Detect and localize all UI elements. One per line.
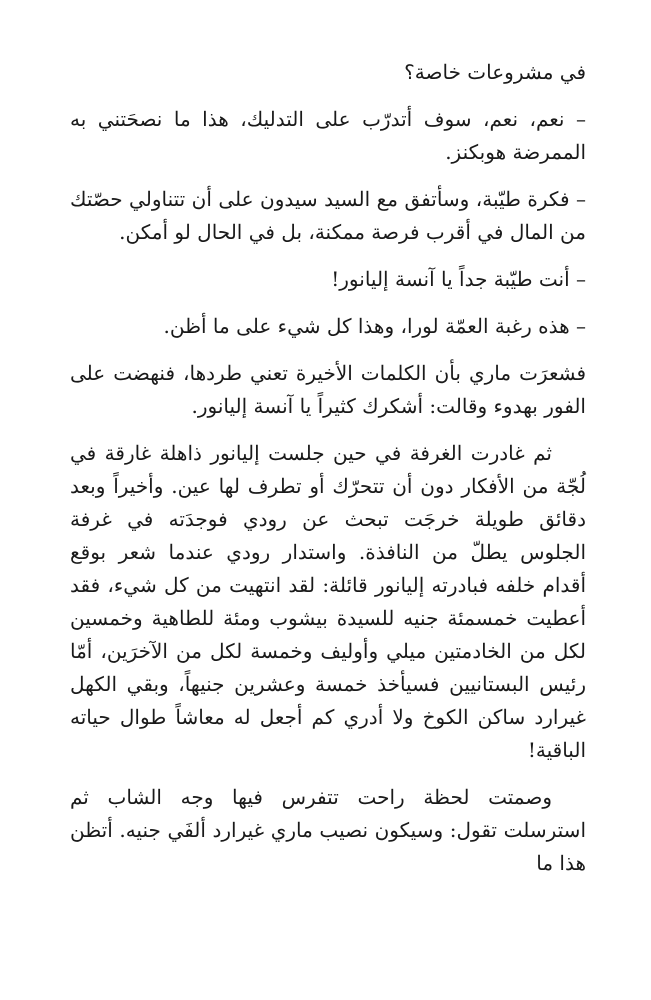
paragraph-6: فشعرَت ماري بأن الكلمات الأخيرة تعني طردها، فنهضت على الفور بهدوء وقالت: أشكرك كثيراً يا آنسة إليانور. (70, 361, 586, 418)
book-page (70, 56, 586, 894)
paragraph-8: وصمتت لحظة راحت تتفرس فيها وجه الشاب ثم استرسلت تقول: وسيكون نصيب ماري غيرارد ألفَي جنيه. أتظن هذا ما (70, 785, 586, 875)
paragraph-7: ثم غادرت الغرفة في حين جلست إليانور ذاهلة غارقة في لُجّة من الأفكار دون أن تتحرّك أو تطرف لها عين. وأخيراً وبعد دقائق طويلة خرجَت تبحث عن رودي فوجدَته في غرفة الجلوس يطلّ من النافذة. واستدار رودي عندما شعر بوقع أقدام خلفه فبادرته إليانور قائلة: لقد انتهيت من كل شيء، فقد أعطيت خمسمئة جنيه للسيدة بيشوب ومئة للطاهية وخمسين لكل من الخادمتين ميلي وأوليف وخمسة لكل من الآخرَين، أمّا رئيس البستانيين فسيأخذ خمسة وعشرين جنيهاً، وبقي الكهل غيرارد ساكن الكوخ ولا أدري كم أجعل له معاشاً طوال حياته الباقية! (70, 441, 586, 762)
paragraph-3: – فكرة طيّبة، وسأتفق مع السيد سيدون على أن تتناولي حصّتك من المال في أقرب فرصة ممكنة، بل في الحال لو أمكن. (70, 187, 586, 244)
paragraph-5: – هذه رغبة العمّة لورا، وهذا كل شيء على ما أظن. (163, 314, 586, 338)
paragraph-2: – نعم، نعم، سوف أتدرّب على التدليك، هذا ما نصحَتني به الممرضة هوبكنز. (70, 107, 586, 164)
paragraph-4: – أنت طيّبة جداً يا آنسة إليانور! (331, 267, 586, 291)
paragraph-1: في مشروعات خاصة؟ (404, 60, 586, 84)
